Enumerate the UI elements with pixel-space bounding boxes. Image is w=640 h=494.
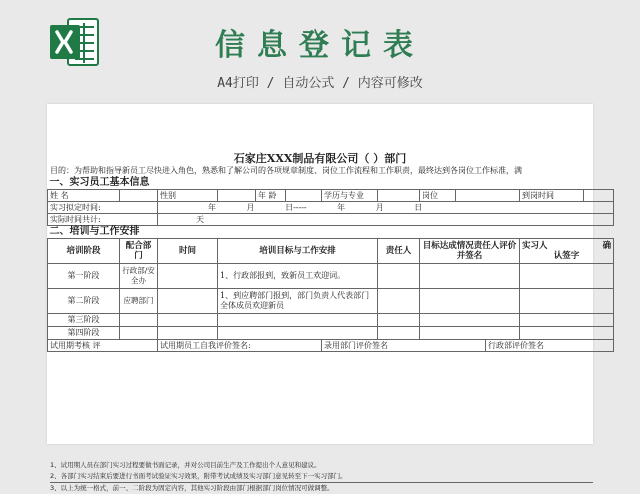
stage-goal[interactable] [218, 327, 378, 340]
page-subtitle: A4打印 / 自动公式 / 内容可修改 [217, 76, 423, 91]
stage-name: 第三阶段 [48, 314, 120, 327]
header-intern-label: 实习人 [522, 241, 548, 251]
stage-sign[interactable] [520, 264, 614, 289]
table-row [48, 289, 614, 314]
notes [50, 460, 593, 494]
position-label: 岗位 [420, 190, 456, 202]
header-intern [520, 239, 614, 264]
actual-time-label: 实际时间共计: [48, 214, 158, 226]
table-row [48, 314, 614, 327]
spreadsheet-preview [47, 104, 612, 492]
planned-year1: 年 [208, 202, 216, 212]
planned-month2: 月 [375, 202, 384, 212]
actual-time-value[interactable] [158, 214, 614, 226]
stage-dept[interactable]: 行政部/安全办 [120, 264, 158, 289]
age-label: 年 龄 [256, 190, 286, 202]
section-training: 二、培训与工作安排 [49, 226, 140, 237]
name-value[interactable] [120, 190, 158, 202]
note-2: 2、各部门实习结束后要进行书面考试验证实习效果，附带考试成绩及实习部门意见转至下一实习部门。 [50, 472, 347, 480]
arrival-label: 到岗时间 [520, 190, 584, 202]
stage-eval[interactable] [420, 327, 520, 340]
probation-self-sign[interactable]: 试用期员工自我评价签名: [158, 340, 322, 352]
probation-admin-sign[interactable]: 行政部评价签名 [486, 340, 614, 352]
doc-intro: 目的：为帮助和指导新员工尽快进入角色，熟悉和了解公司的各项规章制度、岗位工作流程和工作职责，最终达到各岗位工作标准，满 [50, 166, 522, 175]
stage-dept[interactable] [120, 314, 158, 327]
stage-eval[interactable] [420, 289, 520, 314]
stage-name: 第一阶段 [48, 264, 120, 289]
stage-eval[interactable] [420, 314, 520, 327]
doc-title: 石家庄XXX制品有限公司（ ）部门 [233, 152, 407, 165]
gender-value[interactable] [218, 190, 256, 202]
stage-dept[interactable]: 应聘部门 [120, 289, 158, 314]
section-basic-info: 一、实习员工基本信息 [49, 177, 150, 188]
registration-form [47, 177, 614, 352]
header-dept: 配合部门 [120, 239, 158, 264]
actual-time-unit: 天 [196, 214, 204, 224]
stage-dept[interactable] [120, 327, 158, 340]
actual-time-row [48, 214, 614, 226]
planned-time-row [48, 202, 614, 214]
stage-name: 第二阶段 [48, 289, 120, 314]
probation-row [48, 340, 614, 352]
note-1: 1、试用期人员在部门实习过程要做书面记录，并对公司目前生产及工作提出个人意见和建议。 [50, 461, 321, 469]
stage-sign[interactable] [520, 327, 614, 340]
stage-goal[interactable]: 1、行政部报到，致新员工欢迎词。 [218, 264, 378, 289]
stage-time[interactable] [158, 314, 218, 327]
stage-sign[interactable] [520, 289, 614, 314]
stage-name: 第四阶段 [48, 327, 120, 340]
age-value[interactable] [286, 190, 322, 202]
stage-owner[interactable] [378, 289, 420, 314]
training-header-row [48, 239, 614, 264]
basic-info-row [48, 190, 614, 202]
stage-eval[interactable] [420, 264, 520, 289]
planned-day2: 日 [414, 202, 423, 212]
probation-label: 试用期考核 评 [48, 340, 158, 352]
planned-year2: 年 [337, 202, 346, 212]
planned-day1: 日----- [285, 202, 307, 212]
planned-time-label: 实习拟定时间: [48, 202, 158, 214]
header-eval: 目标达成情况责任人评价 并签名 [420, 239, 520, 264]
table-row [48, 264, 614, 289]
stage-time[interactable] [158, 327, 218, 340]
gender-label: 性别 [158, 190, 218, 202]
header-stage: 培训阶段 [48, 239, 120, 264]
arrival-value[interactable] [584, 190, 614, 202]
header-confirm: 确 [602, 241, 612, 251]
position-value[interactable] [456, 190, 520, 202]
stage-time[interactable] [158, 289, 218, 314]
header-confirm-sign: 认签字 [553, 251, 580, 261]
header-time: 时间 [158, 239, 218, 264]
header-owner: 责任人 [378, 239, 420, 264]
header-goal: 培训目标与工作安排 [218, 239, 378, 264]
note-3: 3、以上为统一格式，前一、二阶段为固定内容，其他实习阶段由部门根据部门岗位情况可做调整。 [50, 482, 593, 494]
stage-owner[interactable] [378, 327, 420, 340]
stage-owner[interactable] [378, 314, 420, 327]
education-value[interactable] [378, 190, 420, 202]
stage-time[interactable] [158, 264, 218, 289]
education-label: 学历与专业 [322, 190, 378, 202]
table-row [48, 327, 614, 340]
name-label: 姓 名 [48, 190, 120, 202]
planned-time-value[interactable] [158, 202, 614, 214]
stage-goal[interactable] [218, 314, 378, 327]
probation-dept-sign[interactable]: 录用部门评价签名 [322, 340, 486, 352]
planned-month1: 月 [246, 202, 255, 212]
stage-owner[interactable] [378, 264, 420, 289]
stage-sign[interactable] [520, 314, 614, 327]
page-title: 信息登记表 [215, 28, 425, 63]
stage-goal[interactable]: 1、到应聘部门报到，部门负责人代表部门全体成员欢迎新员 [218, 289, 378, 314]
